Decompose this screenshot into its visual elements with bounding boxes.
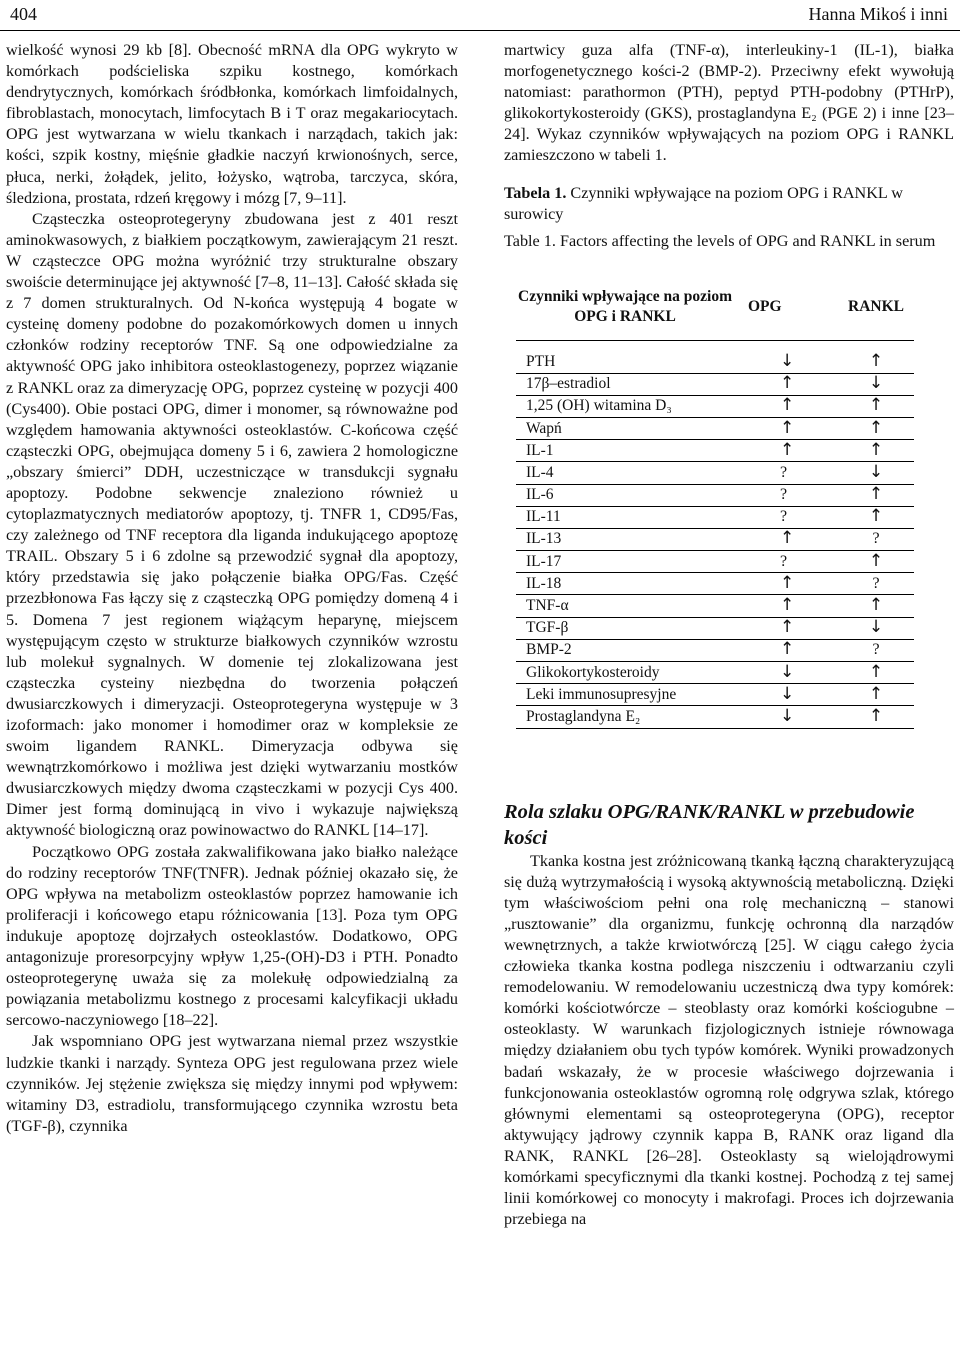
rankl-effect-cell [838,528,914,550]
header-rankl: RANKL [838,274,914,341]
arrow-up-icon: ↑ [868,439,884,460]
arrow-up-icon: ↑ [868,350,884,371]
opg-effect-cell [734,462,838,484]
page-number: 404 [10,4,37,24]
opg-effect-cell [734,595,838,617]
opg-effect-cell [734,573,838,595]
factor-name-cell: IL-18 [516,573,734,595]
right-column [504,40,954,1230]
table-row [516,340,914,373]
table-caption-text: Czynniki wpływające na poziom OPG i RANKL w surowicy [504,183,903,223]
arrow-up-icon: ↑ [868,683,884,704]
rankl-effect-cell [838,639,914,661]
factor-name-cell: PTH [516,340,734,373]
factor-name-cell: IL-13 [516,528,734,550]
running-header-authors: Hanna Mikoś i inni [808,4,948,24]
arrow-up-icon: ↑ [780,617,795,638]
opg-effect-cell [734,639,838,661]
table-row [516,706,914,728]
arrow-up-icon: ↑ [780,572,795,593]
table-header-row [516,274,914,341]
table-row [516,417,914,439]
left-paragraph-2: Cząsteczka osteoprotegeryny zbudowana jest z 401 reszt aminokwasowych, z białkiem początkowym, zawierającym 21 reszt. W cząsteczce OPG można wyróżnić trzy strukturalne obszary swoiście determinujące jej aktywność [7–8, 11–13]. Całość składa się z 7 domen strukturalnych. Od N-końca występują 4 bogate w cysteinę domeny podobne do pozakomórkowych domen u innych członków rodziny receptorów TNF. Są one odpowiedzialne za aktywność OPG jako inhibitora osteoklastogenezy, poprzez wiązanie z RANKL oraz za dimeryzację OPG, poprzez cysteinę w pozycji 400 (Cys400). Obie postaci OPG, dimer i monomer, są równoważne pod względem hamowania aktywności osteoklastów. C-końcowa część cząsteczki OPG, obejmująca domeny 5 i 6, zawiera 2 homologiczne „obszary śmierci” DDH, uczestniczące w transdukcji sygnału apoptozy. Podobne sekwencje znaleziono również u cytoplazmatycznych mediatorów apoptozy, tj. TNFR 1, CD95/Fas, czy zależnego od TNF receptora dla liganda indukującego apoptozę TRAIL. Obszary 5 i 6 zdolne są przewodzić sygnał dla apoptozy, który przedstawia się jako połączenie białka OPG/Fas. Część przezbłonowa Fas łączy się z cząsteczką OPG pomiędzy domeną 4 i 5. Domena 7 jest regionem wiążącym heparynę, miejscem występującym często w strukturze białkowych czynników wzrostu lub molekuł sygnalnych. W domenie tej zlokalizowana jest cząsteczka cysteiny niezbędna do tworzenia połączeń dwusiarczkowych i dimeryzacji. Osteoprotegeryna występuje w 3 izoformach: jako monomer i homodimer oraz w kompleksie ze swoim ligandem RANKL. Dimeryzacja odbywa się wewnątrzkomórkowo i możliwa jest dzięki wytwarzaniu mostków dwusiarczkowych między dwoma cząsteczkami w pozycji Cys 400. Dimer jest formą dominującą in vivo i wykazuje największą aktywność biologiczną oraz powinowactwo do RANKL [14–17]. [6,209,458,840]
opg-effect-cell [734,662,838,684]
arrow-down-icon: ↓ [780,661,795,682]
table-row [516,639,914,661]
unknown-effect-mark: ? [872,641,880,659]
table-row [516,573,914,595]
rankl-effect-cell [838,706,914,728]
header-factor: Czynniki wpływające na poziom OPG i RANKL [516,274,734,341]
rankl-effect-cell [838,373,914,395]
arrow-up-icon: ↑ [780,439,795,460]
arrow-up-icon: ↑ [780,417,795,438]
rankl-effect-cell [838,617,914,639]
table-caption-label: Tabela 1. [504,183,567,202]
unknown-effect-mark: ? [872,530,880,548]
opg-effect-cell [734,551,838,573]
table-caption-polish [504,183,954,225]
factor-name-cell: BMP-2 [516,639,734,661]
arrow-up-icon: ↑ [780,595,795,616]
unknown-effect-mark: ? [872,574,880,592]
opg-effect-cell [734,484,838,506]
arrow-down-icon: ↓ [780,705,795,726]
factor-name-cell: IL-17 [516,551,734,573]
arrow-up-icon: ↑ [868,705,884,726]
arrow-down-icon: ↓ [868,617,884,638]
table-row [516,684,914,706]
opg-effect-cell [734,440,838,462]
rankl-effect-cell [838,662,914,684]
factor-name-cell: 17β–estradiol [516,373,734,395]
unknown-effect-mark: ? [780,486,788,504]
table-row [516,506,914,528]
left-column [6,40,458,1137]
right-intro-paragraph: martwicy guza alfa (TNF-α), interleukiny-1 (IL-1), białka morfogenetycznego kości-2 (BMP-2). Przeciwny efekt wywołują natomiast: parathormon (PTH), peptyd PTH-podobny (PTHrP), glikokortykosteroidy (GKS), prostaglandyna E₂ (PGE 2) i inne [23–24]. Wykaz czynników wpływających na poziom OPG i RANKL zamieszczono w tabeli 1. [504,41,954,165]
factor-name-cell: Prostaglandyna E₂ [516,706,734,728]
arrow-up-icon: ↑ [868,417,884,438]
rankl-effect-cell [838,595,914,617]
opg-effect-cell [734,373,838,395]
table-row [516,662,914,684]
opg-effect-cell [734,684,838,706]
arrow-up-icon: ↑ [868,484,884,505]
unknown-effect-mark: ? [780,552,788,570]
rankl-effect-cell [838,340,914,373]
factor-name-cell: Leki immunosupresyjne [516,684,734,706]
section-heading: Rola szlaku OPG/RANK/RANKL w przebudowie kości [504,800,915,849]
opg-effect-cell [734,617,838,639]
factor-name-cell: TNF-α [516,595,734,617]
table-caption-english: Table 1. Factors affecting the levels of OPG and RANKL in serum [504,231,936,250]
arrow-down-icon: ↓ [868,461,884,482]
factor-name-cell: 1,25 (OH) witamina D₃ [516,395,734,417]
arrow-up-icon: ↑ [868,550,884,571]
rankl-effect-cell [838,395,914,417]
rankl-effect-cell [838,462,914,484]
table-body [516,340,914,728]
factors-table [516,274,914,729]
header-opg: OPG [734,274,838,341]
table-row [516,395,914,417]
table-row [516,595,914,617]
table-row [516,528,914,550]
rankl-effect-cell [838,506,914,528]
arrow-up-icon: ↑ [780,395,795,416]
table-row [516,462,914,484]
arrow-up-icon: ↑ [780,528,795,549]
opg-effect-cell [734,395,838,417]
opg-effect-cell [734,706,838,728]
arrow-up-icon: ↑ [868,595,884,616]
arrow-up-icon: ↑ [868,395,884,416]
left-paragraph-3: Początkowo OPG została zakwalifikowana jako białko należące do rodziny receptorów TNF(TNFR). Jednak później okazało się, że OPG wpływa na metabolizm osteoklastów poprzez hamowanie ich proliferacji i końcowego etapu różnicowania [13]. Poza tym OPG indukuje apoptozę dojrzałych osteoklastów. Dodatkowo, OPG antagonizuje proresorpcyjny wpływ 1,25-(OH)-D3 i PTH. Ponadto osteoprotegerynę uważa się za molekułę odpowiedzialną za powiązania metabolizmu kostnego z procesami kalcyfikacji układu sercowo-naczyniowego [18–22]. [6,842,458,1030]
section-paragraph: Tkanka kostna jest zróżnicowaną tkanką łączną charakteryzującą się dużą wytrzymałością i wysoką aktywnością metaboliczną. Dzięki tym właściwościom pełni ona rolę mechaniczną – stanowi „rusztowanie” dla organizmu, funkcję ochronną dla narządów wewnętrznych, a także krwiotwórczą [25]. W ciągu całego życia człowieka tkanka kostna podlega niszczeniu i odtwarzaniu czyli remodelowaniu. W remodelowaniu uczestniczą dwa typy komórek: komórki kościotwórcze – steoblasty oraz komórki kościogubne – osteoklasty. W warunkach fizjologicznych istnieje równowaga między działaniem obu tych typów komórek. Wyniki prowadzonych badań wskazały, że w procesie właściwego dojrzewania i funkcjonowania osteoklastów ogromną rolę odgrywa szlak, którego głównymi elementami są osteoprotegeryna (OPG), receptor aktywujący jądrowy czynnik kappa B, RANK oraz ligand dla RANK, RANKL [26–28]. Osteoklasty są wielojądrowymi komórkami specyficznymi dla tkanki kostnej. Pochodzą z tej samej linii komórkowej co monocyty i makrofagi. Proces ich dojrzewania przebiega na [504,851,954,1229]
rankl-effect-cell [838,684,914,706]
opg-effect-cell [734,340,838,373]
factor-name-cell: IL-11 [516,506,734,528]
running-header [0,0,960,31]
arrow-down-icon: ↓ [868,373,884,394]
factor-name-cell: IL-1 [516,440,734,462]
rankl-effect-cell [838,551,914,573]
rankl-effect-cell [838,440,914,462]
table-row [516,373,914,395]
table-row [516,440,914,462]
table-row [516,551,914,573]
factor-name-cell: IL-6 [516,484,734,506]
opg-effect-cell [734,506,838,528]
factor-name-cell: Glikokortykosteroidy [516,662,734,684]
left-paragraph-4: Jak wspomniano OPG jest wytwarzana niemal przez wszystkie ludzkie tkanki i narządy. Synteza OPG jest regulowana przez wiele czynników. Jej stężenie zwiększa się między innymi pod wpływem: witaminy D3, estradiolu, transformującego czynnika wzrostu beta (TGF-β), czynnika [6,1032,458,1135]
factor-name-cell: TGF-β [516,617,734,639]
arrow-up-icon: ↑ [780,639,795,660]
left-paragraph-1: wielkość wynosi 29 kb [8]. Obecność mRNA dla OPG wykryto w komórkach podścieliska szpiku kostnego, komórkach dendrytycznych, komórkach śródbłonka, komórkach limfoidalnych, fibroblastach, monocytach, limfocytach B i T oraz megakariocytach. OPG jest wytwarzana w wielu tkankach i narządach, takich jak: kości, szpik kostny, mięśnie gładkie naczyń krwionośnych, serce, płuca, nerki, żołądek, jelito, łożysko, wątroba, tarczyca, skóra, śledziona, prostata, rdzeń kręgowy i mózg [7, 9–11]. [6,41,458,207]
arrow-up-icon: ↑ [868,661,884,682]
unknown-effect-mark: ? [780,508,788,526]
table-row [516,617,914,639]
arrow-up-icon: ↑ [780,373,795,394]
arrow-down-icon: ↓ [780,350,795,371]
factor-name-cell: Wapń [516,417,734,439]
rankl-effect-cell [838,484,914,506]
unknown-effect-mark: ? [780,463,788,481]
factor-name-cell: IL-4 [516,462,734,484]
opg-effect-cell [734,528,838,550]
arrow-up-icon: ↑ [868,506,884,527]
opg-effect-cell [734,417,838,439]
rankl-effect-cell [838,417,914,439]
arrow-down-icon: ↓ [780,683,795,704]
table-row [516,484,914,506]
rankl-effect-cell [838,573,914,595]
